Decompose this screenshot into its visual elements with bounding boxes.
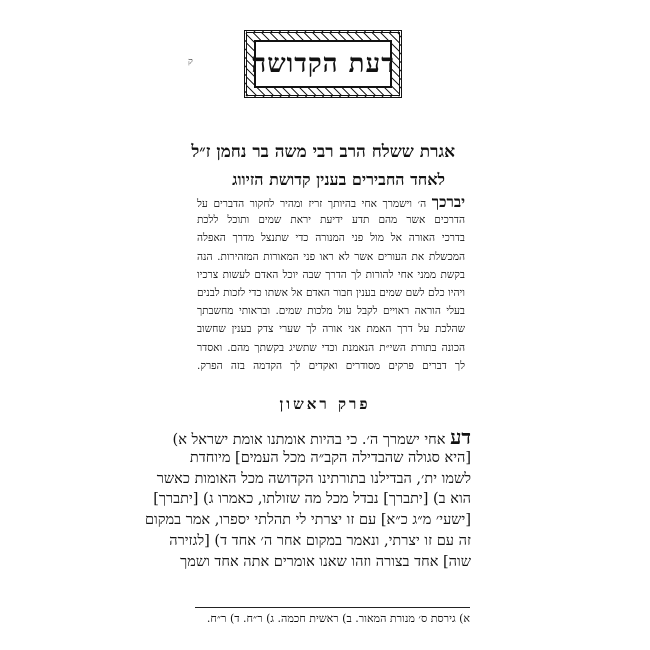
letter-opening-word: יברכך <box>431 193 465 211</box>
letter-line: בדרכי האורה אל מול פני המנורה כדי שתנצל מדרך האפלה <box>197 232 465 245</box>
body-line: לשמו ית׳, הבדילנו בתורתינו הקדושה מכל האומות כאשר <box>156 470 471 487</box>
letter-heading-line-1: אגרת ששלח הרב רבי משה בר נחמן ז״ל <box>191 142 455 162</box>
letter-line <box>197 193 465 211</box>
body-line: הוא ב) [יתברך] נבדל מכל מה שזולתו, כאמרו ג) [יתברך] <box>153 491 471 508</box>
body-line: זה עם זו יצרתי, ונאמר במקום אחר ה׳ אחד ד) [לגזירה <box>169 532 471 549</box>
body-line-text: אחי ישמרך ה׳. כי בהיות אומתנו אומת ישראל א) <box>172 432 446 448</box>
page-title: דעת הקדושה <box>251 49 395 79</box>
letter-line: בקשת ממני אחי להורות לך הדרך שבה יוכל האדם לעשות צרכיו <box>197 268 465 281</box>
margin-mark: ק <box>188 57 193 67</box>
letter-line: לך דברים פרקים מסודרים ואקדים לך הקדמה בזה הפרק. <box>197 359 465 372</box>
body-line: [היא סגולה שהבדילה הקב״ה מכל העמים] מיוחדת <box>189 449 471 466</box>
chapter-body <box>145 425 471 573</box>
letter-line: בעלי הוראה ראויים לקבל עול מלכות שמים. ובראותי מחשבתך <box>197 305 465 318</box>
letter-paragraph <box>197 193 465 375</box>
letter-line: הכונה בתורת השי״ת הנאמנת וכדי שתשיג בקשתך מהם. ואסדר <box>197 341 465 354</box>
title-frame <box>244 30 402 98</box>
body-line <box>172 425 471 449</box>
letter-line: המכשלת את העורים אשר לא ראו פני המאורות המזהירות. הנה <box>197 250 465 263</box>
letter-heading-line-2: לאחד החבירים בענין קדושת הזיווג <box>232 170 445 189</box>
footnote-divider <box>195 607 470 608</box>
footnotes: א) גירסת ס׳ מנורת המאור. ב) ראשית חכמה. ג) ר״ח. ד) ר״ח. <box>206 612 470 625</box>
title-inner-frame <box>251 40 395 88</box>
letter-line: ויהיו כלם לשם שמים בענין חבור האדם אל אשתו כדי לזכות לבנים <box>197 286 465 299</box>
dropcap-word: דע <box>450 425 471 449</box>
body-line: שוה] אחד בצורה וזהו שאנו אומרים אתה אחד ושמך <box>180 553 471 570</box>
chapter-title: פרק ראשון <box>279 395 371 413</box>
letter-line: הדרכים אשר מהם תדע ידיעת יראת שמים ותוכל ללכת <box>197 214 465 227</box>
body-line: [ישעי׳ מ״ג כ״א] עם זו יצרתי לי תהלתי יספרו, אמר במקום <box>145 512 471 529</box>
letter-line-text: ה׳ וישמרך אחי בהיותך זריז ומהיר לחקור הדברים על <box>197 198 427 210</box>
letter-line: שהלכת על דרך האמת אני אורה לך שערי צדק בענין שחשוב <box>197 323 465 336</box>
